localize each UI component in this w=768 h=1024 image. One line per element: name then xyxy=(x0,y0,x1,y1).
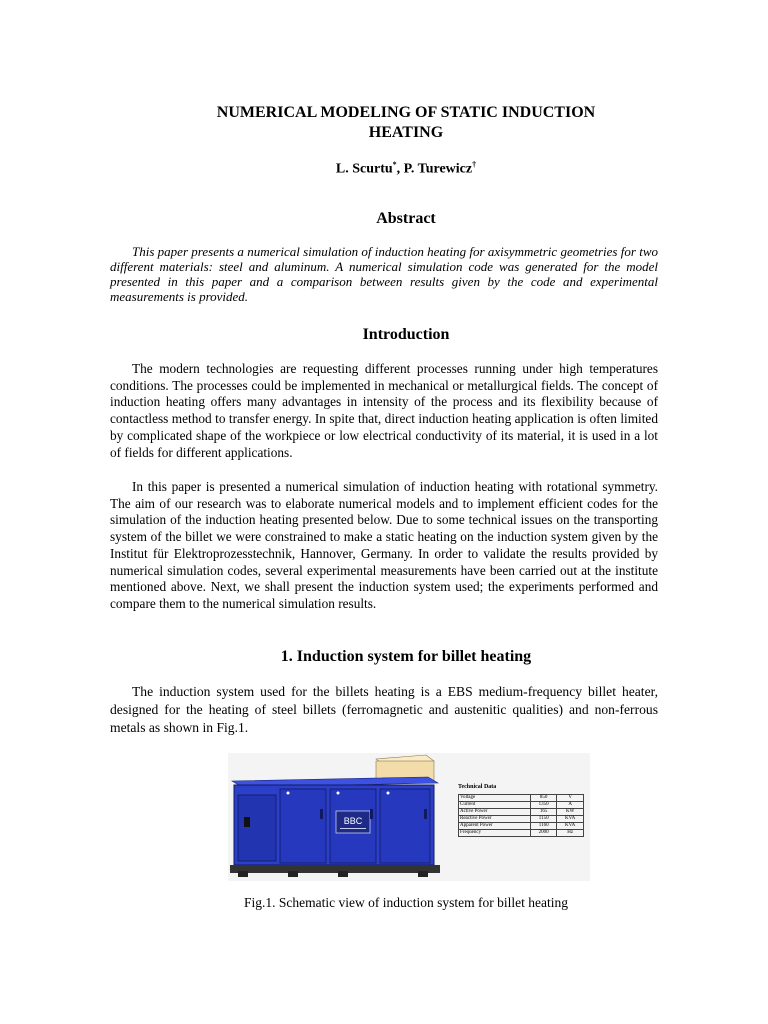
param-unit-cell: A xyxy=(557,802,584,809)
section-1-paragraph: The induction system used for the billets heating is a EBS medium-frequency billet heater, designed for the heating of steel billets (ferromagnetic and austenitic qualities) and non-ferrous metals as shown in Fig.1. xyxy=(110,684,658,735)
table-row xyxy=(459,795,584,802)
author-2: P. Turewicz xyxy=(403,161,473,177)
section-1-heading: 1. Induction system for billet heating xyxy=(280,648,532,665)
param-name-cell: Voltage xyxy=(459,795,531,802)
param-value-cell: 1160 xyxy=(531,823,557,830)
table-row xyxy=(459,802,584,809)
table-row xyxy=(459,823,584,830)
title-line-1: NUMERICAL MODELING OF STATIC INDUCTION xyxy=(216,104,596,121)
param-value-cell: 1150 xyxy=(531,816,557,823)
panel-logo: BBC xyxy=(343,816,363,826)
param-name-cell: Frequency xyxy=(459,830,531,837)
param-unit-cell: KW xyxy=(557,809,584,816)
author-list xyxy=(110,160,702,178)
param-value-cell: 850 xyxy=(531,795,557,802)
affiliation-mark-1: * xyxy=(392,160,397,169)
title-line-2: HEATING xyxy=(368,124,444,141)
intro-paragraph-2: In this paper is presented a numerical simulation of induction heating with rotational symmetry. The aim of our research was to elaborate numerical models and to implement efficient codes for the simulation of the induction heating presented below. Due to some technical issues on the transporting system of the billet we were constrained to make a static heating on the induction system given by the Institut für Elektroprozesstechnik, Hannover, Germany. In order to validate the results provided by numerical simulation codes, several experimental measurements have been carried out at the institute mentioned above. Next, we shall present the induction system used; the experiments performed and compare them to the numerical simulation results. xyxy=(110,479,658,611)
cabinet xyxy=(234,785,434,865)
table-row xyxy=(459,816,584,823)
param-name-cell: Reactive Power xyxy=(459,816,531,823)
technical-data-title: Technical Data xyxy=(458,784,497,790)
paper-title xyxy=(110,103,702,143)
param-unit-cell: KVA xyxy=(557,816,584,823)
param-unit-cell: KVA xyxy=(557,823,584,830)
author-1: L. Scurtu xyxy=(335,161,393,177)
introduction-heading: Introduction xyxy=(362,326,450,343)
param-value-cell: 1350 xyxy=(531,802,557,809)
param-value-cell: 165 xyxy=(531,809,557,816)
abstract-text: This paper presents a numerical simulation of induction heating for axisymmetric geometries for two different materials: steel and aluminum. A numerical simulation code was generated for the model presented in this paper and a comparison between results given by the code and experimental measurements is provided. xyxy=(110,244,658,304)
figure-1 xyxy=(228,753,590,881)
param-name-cell: Apparent Power xyxy=(459,823,531,830)
param-value-cell: 2000 xyxy=(531,830,557,837)
param-unit-cell: Hz xyxy=(557,830,584,837)
abstract-heading: Abstract xyxy=(376,210,436,227)
technical-data-table xyxy=(458,784,584,837)
affiliation-mark-2: † xyxy=(472,160,477,169)
table-row xyxy=(459,809,584,816)
param-name-cell: Current xyxy=(459,802,531,809)
table-row xyxy=(459,830,584,837)
figure-caption: Fig.1. Schematic view of induction system for billet heating xyxy=(244,895,568,910)
param-unit-cell: V xyxy=(557,795,584,802)
param-name-cell: Active Power xyxy=(459,809,531,816)
author-separator: , xyxy=(396,161,404,177)
intro-paragraph-1: The modern technologies are requesting different processes running under high temperatures conditions. The processes could be implemented in mechanical or metallurgical fields. The concept of induction heating offers many advantages in intensity of the process and its flexibility because of contactless method to transfer energy. In spite that, direct induction heating application is often limited by complicated shape of the workpiece or low electrical conductivity of its material, it is used in a lot of fields for different applications. xyxy=(110,361,658,460)
